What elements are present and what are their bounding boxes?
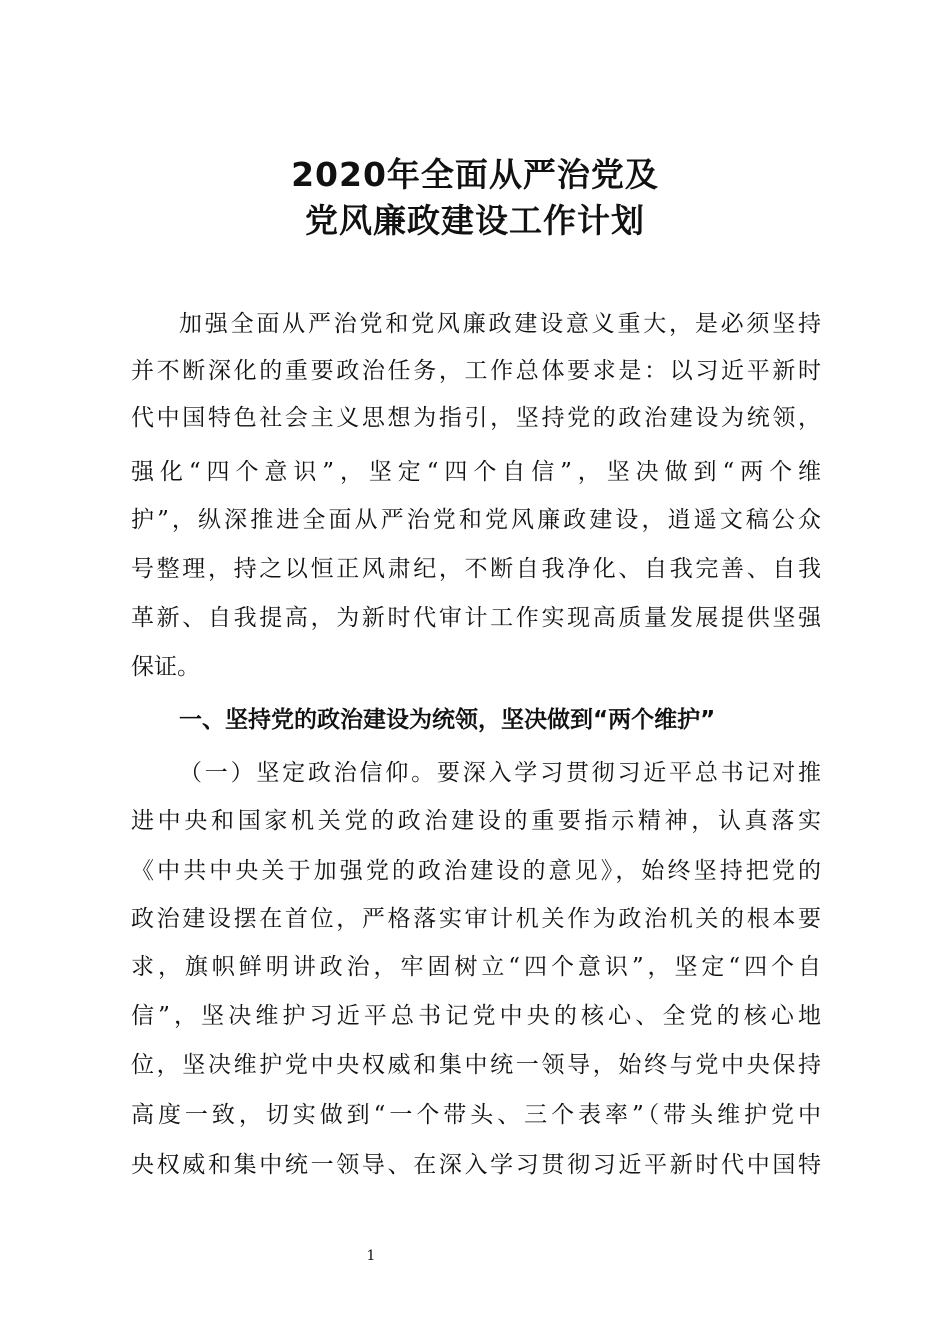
intro-paragraph-line: 革新、自我提高，为新时代审计工作实现高质量发展提供坚强 [131,605,821,631]
section-1-paragraph-line: 位，坚决维护党中央权威和集中统一领导，始终与党中央保持 [131,1052,821,1078]
intro-paragraph-line: 代中国特色社会主义思想为指引，坚持党的政治建设为统领， [131,405,821,431]
section-1-paragraph-line: 进中央和国家机关党的政治建设的重要指示精神，认真落实 [131,808,821,834]
document-title-line-1: 2020年全面从严治党及 [291,155,659,194]
section-1-paragraph-line: 政治建设摆在首位，严格落实审计机关作为政治机关的根本要 [131,906,821,932]
section-1-paragraph-line: 信”，坚决维护习近平总书记党中央的核心、全党的核心地 [131,1003,821,1029]
intro-paragraph-line: 强化“四个意识”，坚定“四个自信”，坚决做到“两个维 [131,459,821,485]
intro-paragraph-line: 并不断深化的重要政治任务，工作总体要求是：以习近平新时 [131,358,821,384]
section-1-paragraph-line: （一）坚定政治信仰。要深入学习贯彻习近平总书记对推 [179,760,821,786]
section-1-paragraph-line: 高度一致，切实做到“一个带头、三个表率”（带头维护党中 [131,1102,821,1128]
intro-paragraph-line: 号整理，持之以恒正风肃纪，不断自我净化、自我完善、自我 [131,556,821,582]
section-1-paragraph-line: 求，旗帜鲜明讲政治，牢固树立“四个意识”，坚定“四个自 [131,954,821,980]
intro-paragraph-line: 保证。 [131,654,200,680]
intro-paragraph-line: 护”，纵深推进全面从严治党和党风廉政建设，逍遥文稿公众 [131,507,821,533]
section-1-paragraph-line: 《中共中央关于加强党的政治建设的意见》，始终坚持把党的 [131,858,821,884]
intro-paragraph-line: 加强全面从严治党和党风廉政建设意义重大，是必须坚持 [179,311,821,337]
page-number: 1 [366,1248,376,1264]
section-1-paragraph-line: 央权威和集中统一领导、在深入学习贯彻习近平新时代中国特 [131,1152,821,1178]
document-title-line-2: 党风廉政建设工作计划 [305,201,645,240]
section-1-heading: 一、坚持党的政治建设为统领，坚决做到“两个维护” [179,707,716,733]
